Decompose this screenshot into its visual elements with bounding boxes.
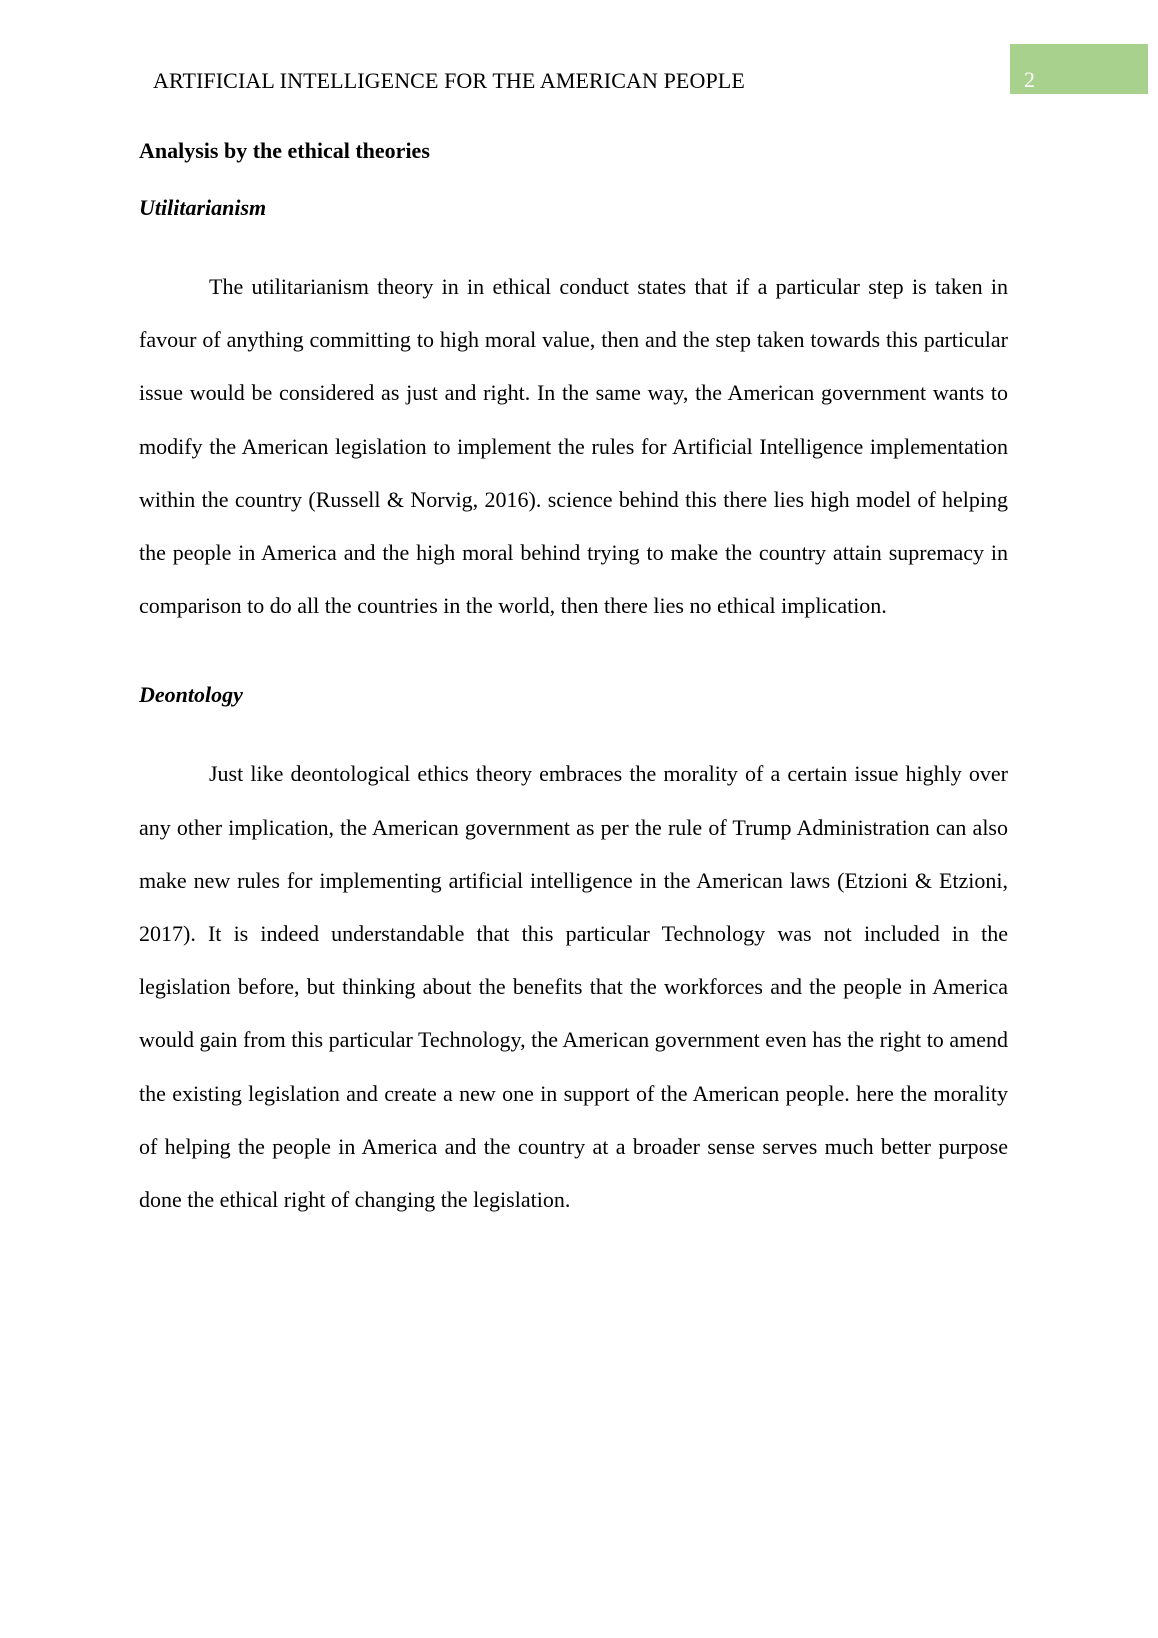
deontology-paragraph: Just like deontological ethics theory embraces the morality of a certain issue highly over any other implication, the American government as per the rule of Trump Administration can also make new rules for implementing artificial intelligence in the American laws (Etzioni & Etzioni, 2017). It is indeed understandable that this particular Technology was not included in the legislation before, but thinking about the benefits that the workforces and the people in America would gain from this particular Technology, the American government even has the right to amend the existing legislation and create a new one in support of the American people. here the morality of helping the people in America and the country at a broader sense serves much better purpose done the ethical right of changing the legislation.	[139, 761, 1008, 1213]
utilitarianism-heading: Utilitarianism	[139, 195, 267, 220]
utilitarianism-paragraph: The utilitarianism theory in in ethical conduct states that if a particular step is taken in favour of anything committing to high moral value, then and the step taken towards this particular issue would be considered as just and right. In the same way, the American government wants to modify the American legislation to implement the rules for Artificial Intelligence implementation within the country (Russell & Norvig, 2016). science behind this there lies high model of helping the people in America and the high moral behind trying to make the country attain supremacy in comparison to do all the countries in the world, then there lies no ethical implication.	[139, 274, 1008, 619]
running-header-title: ARTIFICIAL INTELLIGENCE FOR THE AMERICAN PEOPLE	[153, 68, 745, 93]
deontology-heading: Deontology	[139, 682, 243, 708]
document-body	[139, 132, 1008, 1226]
section-heading: Analysis by the ethical theories	[139, 138, 430, 163]
page-number: 2	[1024, 67, 1035, 92]
page-number-badge	[1010, 44, 1148, 94]
